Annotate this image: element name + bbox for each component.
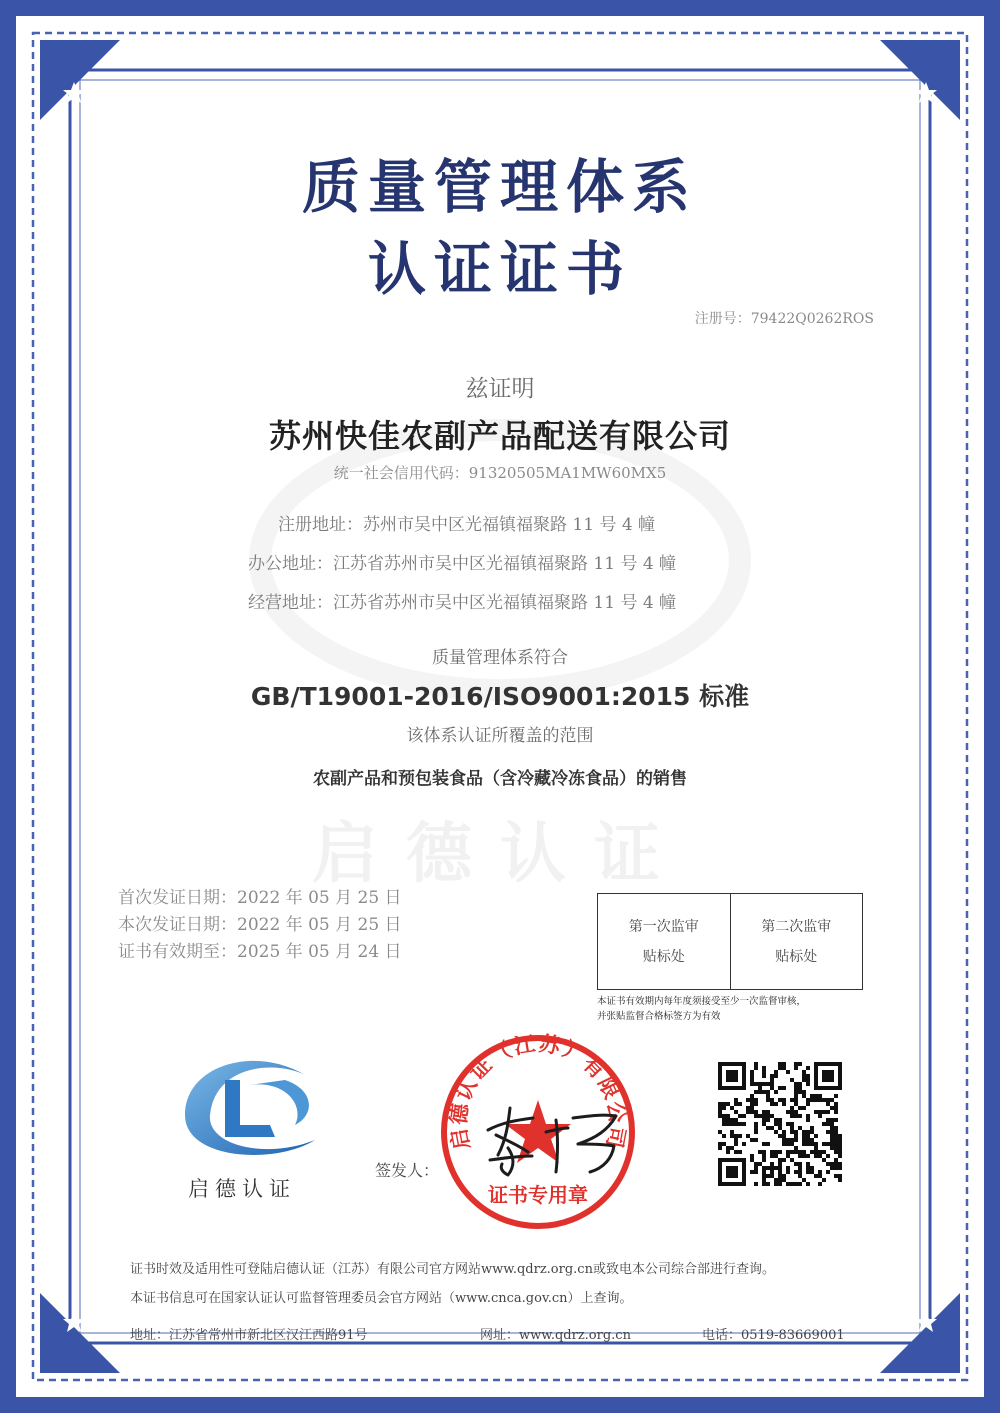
audit-note-line-2: 并张贴监督合格标签方为有效 bbox=[597, 1011, 721, 1022]
first-audit-label: 第一次监审 bbox=[628, 918, 699, 935]
conform-text: 质量管理体系符合 bbox=[432, 648, 568, 668]
company-name: 苏州快佳农副产品配送有限公司 bbox=[268, 417, 731, 455]
logo-name: 启德认证 bbox=[188, 1177, 296, 1201]
office-address: 办公地址：江苏省苏州市吴中区光福镇福聚路 11 号 4 幢 bbox=[248, 554, 677, 574]
footer-line-2: 本证书信息可在国家认证认可监督管理委员会官方网站（www.cnca.gov.cn）上查询。 bbox=[130, 1291, 633, 1306]
audit-note-line-1: 本证书有效期内每年度须接受至少一次监督审核， bbox=[597, 996, 807, 1007]
title-line-2: 认证证书 bbox=[367, 235, 632, 303]
seal-bottom-text: 证书专用章 bbox=[488, 1183, 588, 1207]
registered-address: 注册地址：苏州市吴中区光福镇福聚路 11 号 4 幢 bbox=[278, 515, 656, 535]
footer-phone: 电话：0519-83669001 bbox=[702, 1328, 845, 1343]
certify-text: 兹证明 bbox=[465, 376, 535, 402]
second-audit-cell bbox=[730, 894, 863, 989]
registration-number: 注册号：79422Q0262ROS bbox=[694, 311, 874, 327]
handwritten-signature bbox=[478, 1100, 628, 1180]
signer-label: 签发人： bbox=[375, 1161, 440, 1180]
seal-ring-text: 启德认证（江苏）有限公司 bbox=[446, 1032, 630, 1152]
second-audit-sublabel: 贴标处 bbox=[775, 948, 818, 965]
credit-code: 统一社会信用代码：91320505MA1MW60MX5 bbox=[333, 464, 667, 482]
scope-text: 农副产品和预包装食品（含冷藏冷冻食品）的销售 bbox=[313, 769, 687, 789]
footer-address: 地址：江苏省常州市新北区汉江西路91号 bbox=[130, 1328, 368, 1343]
qr-code-icon[interactable] bbox=[718, 1062, 842, 1186]
business-address: 经营地址：江苏省苏州市吴中区光福镇福聚路 11 号 4 幢 bbox=[248, 593, 677, 613]
watermark-text: 启德认证 bbox=[312, 815, 688, 892]
footer-website: 网址：www.qdrz.org.cn bbox=[480, 1328, 631, 1343]
first-audit-cell bbox=[598, 894, 730, 989]
issue-dates bbox=[118, 885, 402, 966]
second-audit-label: 第二次监审 bbox=[761, 918, 832, 935]
standard-text: GB/T19001-2016/ISO9001:2015 标准 bbox=[250, 682, 750, 711]
first-issue-date: 首次发证日期：2022 年 05 月 25 日 bbox=[118, 888, 402, 908]
scope-heading: 该体系认证所覆盖的范围 bbox=[406, 726, 594, 746]
current-issue-date: 本次发证日期：2022 年 05 月 25 日 bbox=[118, 915, 402, 935]
valid-until-date: 证书有效期至：2025 年 05 月 24 日 bbox=[118, 942, 402, 962]
title-line-1: 质量管理体系 bbox=[301, 153, 698, 221]
footer-line-1: 证书时效及适用性可登陆启德认证（江苏）有限公司官方网站www.qdrz.org.cn或致电本公司综合部进行查询。 bbox=[130, 1262, 775, 1277]
surveillance-label-box bbox=[597, 893, 863, 990]
first-audit-sublabel: 贴标处 bbox=[642, 948, 685, 965]
qide-logo-icon bbox=[165, 1045, 335, 1165]
audit-note bbox=[597, 994, 806, 1024]
